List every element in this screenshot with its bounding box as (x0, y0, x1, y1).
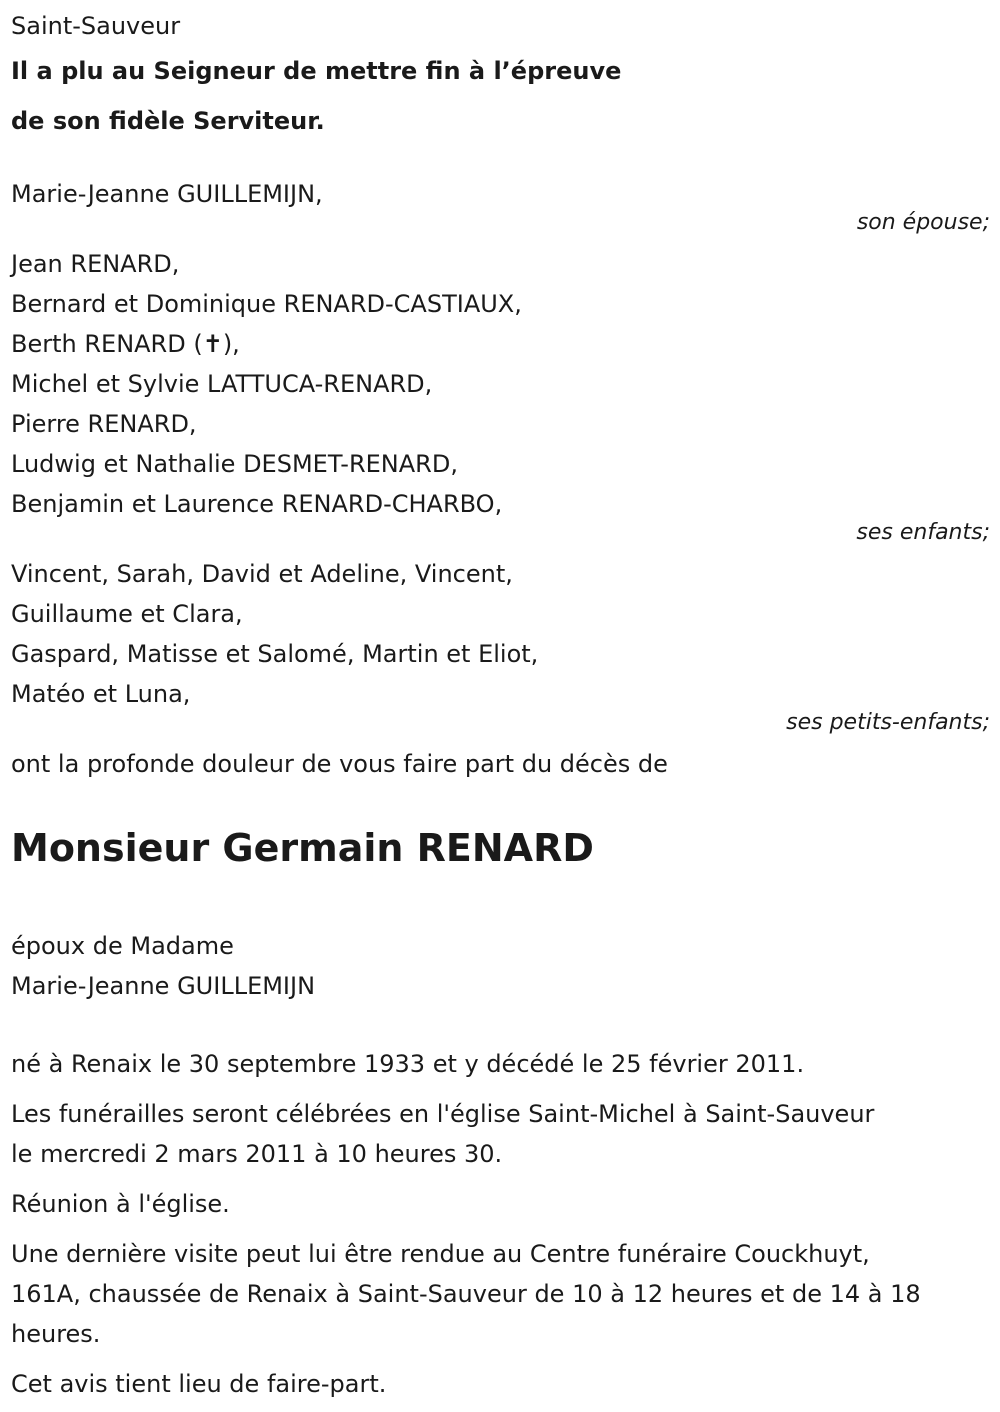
grandchild-names: Guillaume et Clara, (11, 600, 243, 628)
grandchild-names: Vincent, Sarah, David et Adeline, Vincent, (11, 560, 513, 588)
visit-block (11, 1234, 990, 1354)
intro-line-2: de son fidèle Serviteur. (11, 107, 325, 135)
birth-death: né à Renaix le 30 septembre 1933 et y décédé le 25 février 2011. (11, 1050, 805, 1078)
child-name: Benjamin et Laurence RENARD-CHARBO, (11, 490, 503, 518)
announcement: ont la profonde douleur de vous faire part du décès de (11, 750, 668, 778)
child-name: Jean RENARD, (11, 250, 180, 278)
spouse-name: Marie-Jeanne GUILLEMIJN, (11, 180, 323, 208)
child-name: Pierre RENARD, (11, 410, 197, 438)
visit-line-2: 161A, chaussée de Renaix à Saint-Sauveur de 10 à 12 heures et de 14 à 18 (11, 1280, 921, 1308)
spouse-block (11, 174, 990, 236)
funeral-line-1: Les funérailles seront célébrées en l'église Saint-Michel à Saint-Sauveur (11, 1100, 875, 1128)
children-block (11, 244, 990, 546)
child-name: Berth RENARD (✝), (11, 330, 240, 358)
deceased-name: Monsieur Germain RENARD (11, 826, 594, 870)
grandchild-names: Gaspard, Matisse et Salomé, Martin et Eliot, (11, 640, 539, 668)
child-name: Ludwig et Nathalie DESMET-RENARD, (11, 450, 458, 478)
spouse-of-line-2: Marie-Jeanne GUILLEMIJN (11, 972, 316, 1000)
obituary-notice (11, 0, 990, 1404)
intro-line-1: Il a plu au Seigneur de mettre fin à l’épreuve (11, 57, 622, 85)
visit-line-1: Une dernière visite peut lui être rendue au Centre funéraire Couckhuyt, (11, 1240, 870, 1268)
spouse-of-line-1: époux de Madame (11, 932, 234, 960)
grandchildren-block (11, 554, 990, 736)
visit-line-3: heures. (11, 1320, 101, 1348)
spouse-role: son épouse; (856, 210, 990, 235)
closing: Cet avis tient lieu de faire-part. (11, 1370, 387, 1398)
meeting: Réunion à l'église. (11, 1190, 230, 1218)
grandchildren-role: ses petits-enfants; (786, 710, 990, 735)
spouse-of-block (11, 926, 990, 1006)
funeral-block (11, 1094, 990, 1174)
child-name: Bernard et Dominique RENARD-CASTIAUX, (11, 290, 522, 318)
children-role: ses enfants; (856, 520, 990, 545)
location: Saint-Sauveur (11, 12, 181, 40)
grandchild-names: Matéo et Luna, (11, 680, 191, 708)
funeral-line-2: le mercredi 2 mars 2011 à 10 heures 30. (11, 1140, 503, 1168)
child-name: Michel et Sylvie LATTUCA-RENARD, (11, 370, 433, 398)
